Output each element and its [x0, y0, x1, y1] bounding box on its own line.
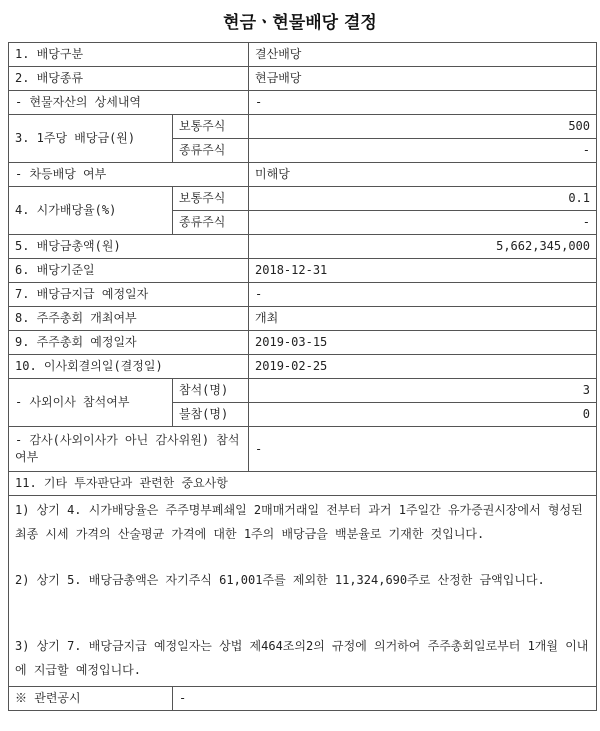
row-value: 500: [249, 115, 597, 139]
row-value: -: [249, 91, 597, 115]
row-label: ※ 관련공시: [9, 687, 173, 711]
row-value: 2019-03-15: [249, 331, 597, 355]
table-row: [9, 259, 597, 283]
disclosure-table: [8, 42, 597, 711]
note-3: 3) 상기 7. 배당금지급 예정일자는 상법 제464조의2의 규정에 의거하여 주주총회일로부터 1개월 이내에 지급할 예정입니다.: [15, 639, 589, 677]
table-row: [9, 355, 597, 379]
table-row: [9, 163, 597, 187]
row-value: 미해당: [249, 163, 597, 187]
table-row: [9, 187, 597, 211]
row-label: 2. 배당종류: [9, 67, 249, 91]
table-row: [9, 472, 597, 496]
page-title: 현금ㆍ현물배당 결정: [223, 13, 377, 33]
table-row: [9, 331, 597, 355]
row-label: - 차등배당 여부: [9, 163, 249, 187]
row-label: 3. 1주당 배당금(원): [9, 115, 173, 163]
row-label: - 현물자산의 상세내역: [9, 91, 249, 115]
row-label: 11. 기타 투자판단과 관련한 중요사항: [9, 472, 597, 496]
note-2: 2) 상기 5. 배당금총액은 자기주식 61,001주를 제외한 11,324,690주로 산정한 금액입니다.: [15, 573, 545, 587]
sub-label: 보통주식: [173, 187, 249, 211]
row-label: 8. 주주총회 개최여부: [9, 307, 249, 331]
notes-cell: [9, 496, 597, 687]
row-value: -: [249, 283, 597, 307]
row-value: 2018-12-31: [249, 259, 597, 283]
row-label: 5. 배당금총액(원): [9, 235, 249, 259]
table-row: [9, 235, 597, 259]
note-1: 1) 상기 4. 시가배당율은 주주명부폐쇄일 2매매거래일 전부터 과거 1주일간 유가증권시장에서 형성된 최종 시세 가격의 산술평균 가격에 대한 1주의 배당금을 백분율로 기재한 것입니다.: [15, 503, 583, 541]
table-row: [9, 379, 597, 403]
row-value: 0.1: [249, 187, 597, 211]
row-value: -: [173, 687, 597, 711]
row-value: -: [249, 427, 597, 472]
table-row: [9, 283, 597, 307]
row-value: 개최: [249, 307, 597, 331]
table-row: [9, 427, 597, 472]
sub-label: 종류주식: [173, 139, 249, 163]
row-label: 1. 배당구분: [9, 43, 249, 67]
row-label: 9. 주주총회 예정일자: [9, 331, 249, 355]
row-value: -: [249, 139, 597, 163]
row-value: 0: [249, 403, 597, 427]
table-row: [9, 91, 597, 115]
table-row: [9, 67, 597, 91]
sub-label: 종류주식: [173, 211, 249, 235]
sub-label: 참석(명): [173, 379, 249, 403]
row-value: 현금배당: [249, 67, 597, 91]
table-row: [9, 43, 597, 67]
sub-label: 보통주식: [173, 115, 249, 139]
row-value: 5,662,345,000: [249, 235, 597, 259]
row-value: 결산배당: [249, 43, 597, 67]
table-row: [9, 687, 597, 711]
row-label: 4. 시가배당율(%): [9, 187, 173, 235]
row-label: - 사외이사 참석여부: [9, 379, 173, 427]
sub-label: 불참(명): [173, 403, 249, 427]
row-label: - 감사(사외이사가 아닌 감사위원) 참석여부: [9, 427, 249, 472]
row-value: -: [249, 211, 597, 235]
row-value: 2019-02-25: [249, 355, 597, 379]
row-value: 3: [249, 379, 597, 403]
table-row: [9, 307, 597, 331]
row-label: 6. 배당기준일: [9, 259, 249, 283]
notes-row: [9, 496, 597, 687]
row-label: 10. 이사회결의일(결정일): [9, 355, 249, 379]
row-label: 7. 배당금지급 예정일자: [9, 283, 249, 307]
table-row: [9, 115, 597, 139]
